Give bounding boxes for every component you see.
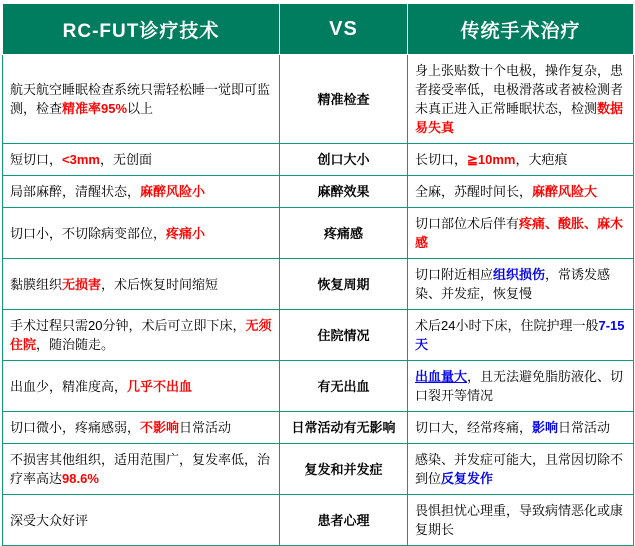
- cell-criterion: 疼痛感: [280, 208, 408, 259]
- table-row: [3, 176, 634, 208]
- cell-criterion: 住院情况: [280, 310, 408, 361]
- cell-rcfut: 切口微小，疼痛感弱，不影响日常活动: [3, 412, 280, 444]
- header-middle: VS: [280, 4, 408, 55]
- cell-rcfut: 短切口，<3mm，无创面: [3, 144, 280, 176]
- cell-rcfut: 航天航空睡眠检查系统只需轻松睡一觉即可监测，检查精准率95%以上: [3, 55, 280, 144]
- cell-rcfut: 出血少，精准度高，几乎不出血: [3, 361, 280, 412]
- highlighted-text: 反复发作: [441, 471, 494, 486]
- highlighted-text: 无损害: [62, 276, 102, 292]
- highlighted-text: 出血量大: [415, 369, 468, 384]
- cell-criterion: 患者心理: [280, 495, 408, 546]
- highlighted-text: 无须住院: [10, 318, 272, 352]
- cell-rcfut: 切口小，不切除病变部位，疼痛小: [3, 208, 280, 259]
- cell-rcfut: 深受大众好评: [3, 495, 280, 546]
- cell-traditional: 切口部位术后伴有疼痛、酸胀、麻木感: [408, 208, 634, 259]
- cell-criterion: 复发和并发症: [280, 444, 408, 495]
- highlighted-text: 组织损伤: [493, 267, 546, 282]
- cell-traditional: 畏惧担忧心理重，导致病情恶化或康复期长: [408, 495, 634, 546]
- highlighted-text: 7-15天: [415, 318, 625, 352]
- table-header-row: [3, 4, 634, 55]
- highlighted-text: 疼痛、酸胀、麻木感: [415, 216, 624, 250]
- cell-rcfut: 手术过程只需20分钟，术后可立即下床，无须住院，随治随走。: [3, 310, 280, 361]
- cell-criterion: 精准检查: [280, 55, 408, 144]
- cell-criterion: 有无出血: [280, 361, 408, 412]
- cell-traditional: 切口附近相应组织损伤，常诱发感染、并发症，恢复慢: [408, 259, 634, 310]
- header-left: RC-FUT诊疗技术: [3, 4, 280, 55]
- table-row: [3, 55, 634, 144]
- cell-rcfut: 黏膜组织无损害，术后恢复时间缩短: [3, 259, 280, 310]
- table-row: [3, 495, 634, 546]
- highlighted-text: 98.6%: [62, 471, 99, 486]
- cell-criterion: 日常活动有无影响: [280, 412, 408, 444]
- cell-traditional: 术后24小时下床，住院护理一般7-15天: [408, 310, 634, 361]
- table-row: [3, 412, 634, 444]
- comparison-table-page: [0, 3, 635, 537]
- highlighted-text: 精准率95%: [62, 101, 128, 116]
- highlighted-text: 不影响: [140, 420, 180, 435]
- cell-traditional: 全麻，苏醒时间长，麻醉风险大: [408, 176, 634, 208]
- highlighted-text: 几乎不出血: [127, 378, 193, 394]
- highlighted-text: <3mm: [62, 152, 100, 167]
- cell-traditional: 切口大，经常疼痛，影响日常活动: [408, 412, 634, 444]
- cell-traditional: 长切口，≧10mm，大疤痕: [408, 144, 634, 176]
- cell-criterion: 麻醉效果: [280, 176, 408, 208]
- header-right: 传统手术治疗: [408, 4, 634, 55]
- highlighted-text: 麻醉风险小: [140, 184, 206, 199]
- table-row: [3, 310, 634, 361]
- highlighted-text: 疼痛小: [166, 225, 206, 241]
- highlighted-text: 麻醉风险大: [532, 184, 598, 199]
- comparison-table: [2, 3, 634, 546]
- table-row: [3, 259, 634, 310]
- table-row: [3, 208, 634, 259]
- cell-rcfut: 不损害其他组织，适用范围广，复发率低，治疗率高达98.6%: [3, 444, 280, 495]
- highlighted-text: 数据易失真: [415, 101, 624, 135]
- highlighted-text: ≧10mm: [467, 152, 516, 167]
- cell-rcfut: 局部麻醉，清醒状态，麻醉风险小: [3, 176, 280, 208]
- cell-traditional: 出血量大，且无法避免脂肪液化、切口裂开等情况: [408, 361, 634, 412]
- cell-traditional: 感染、并发症可能大，且常因切除不到位反复发作: [408, 444, 634, 495]
- cell-criterion: 恢复周期: [280, 259, 408, 310]
- cell-criterion: 创口大小: [280, 144, 408, 176]
- highlighted-text: 影响: [532, 420, 559, 435]
- table-body: [3, 4, 634, 546]
- table-row: [3, 361, 634, 412]
- table-row: [3, 444, 634, 495]
- table-row: [3, 144, 634, 176]
- cell-traditional: 身上张贴数十个电极，操作复杂，患者接受率低，电极滑落或者被检测者未真正进入正常睡眠状态，检测数据易失真: [408, 55, 634, 144]
